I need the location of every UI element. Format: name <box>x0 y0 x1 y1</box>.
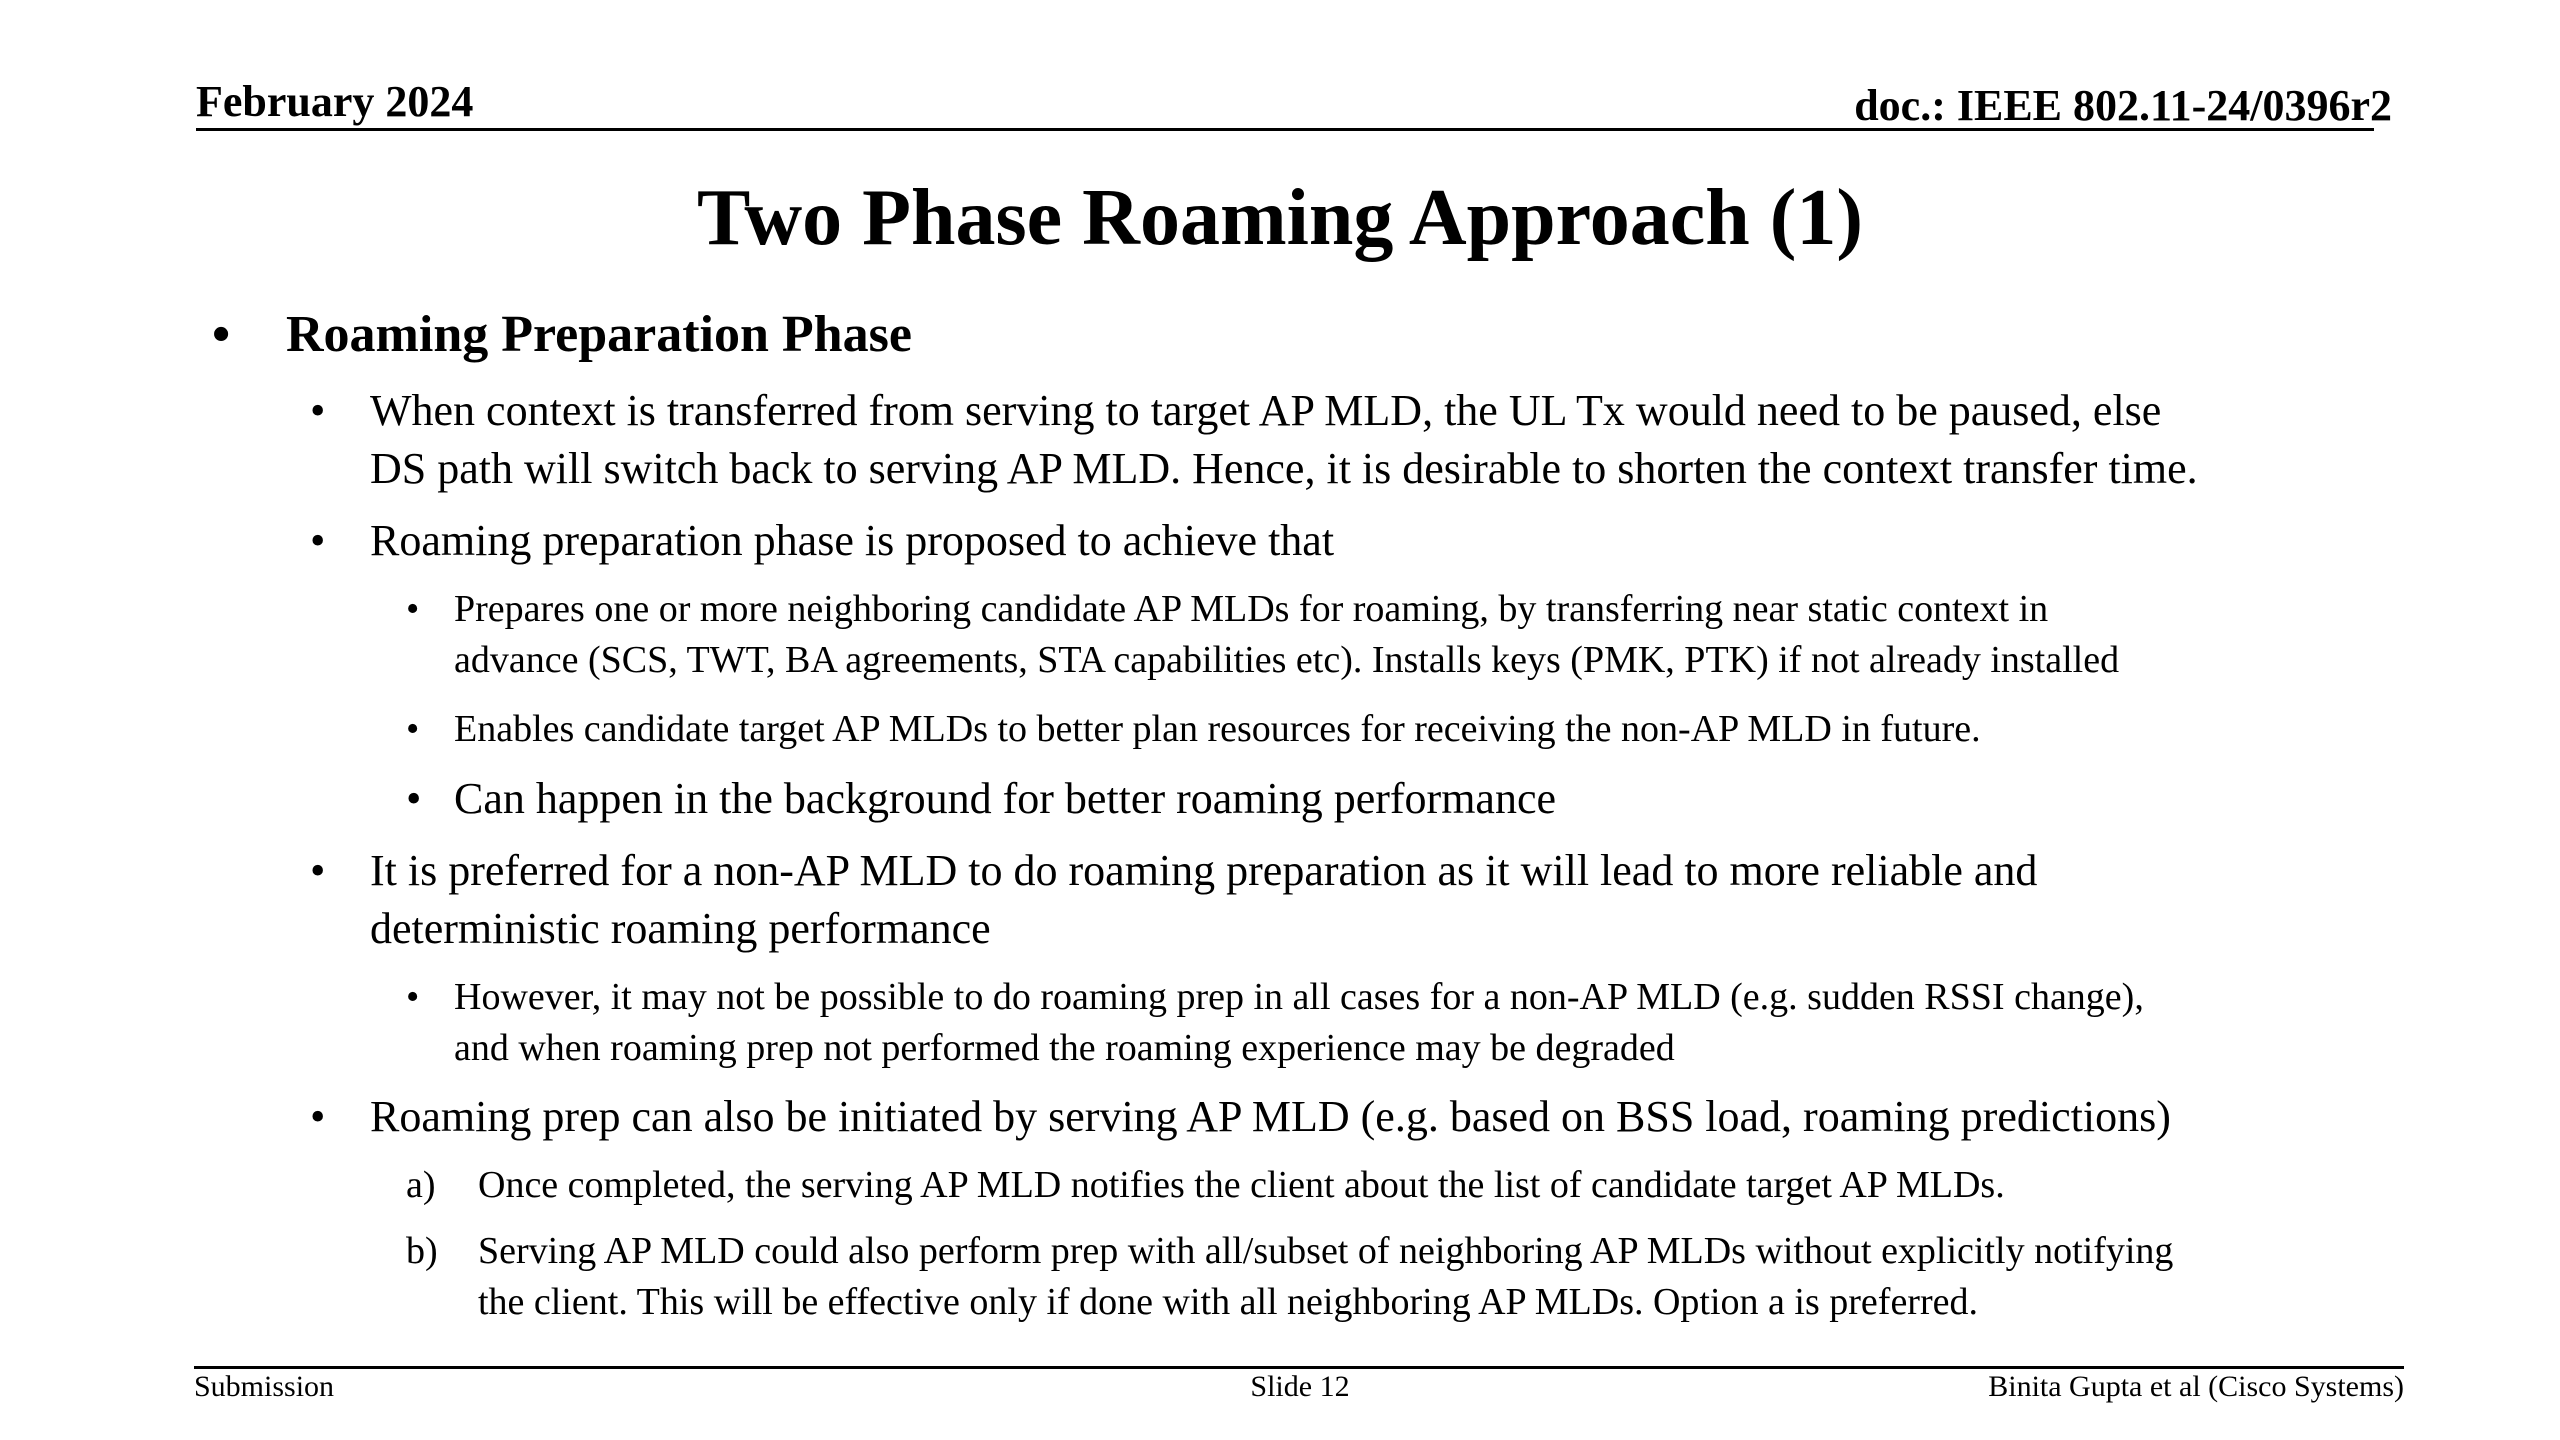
bullet-text-line-1: However, it may not be possible to do roaming prep in all cases for a non-AP MLD (e.g. sudden RSSI change), <box>454 976 2144 1018</box>
bullet-text-line-2: DS path will switch back to serving AP MLD. Hence, it is desirable to shorten the context transfer time. <box>370 444 2198 493</box>
bullet-marker: • <box>406 774 422 823</box>
footer-slide-number: Slide 12 <box>1250 1370 1350 1403</box>
bullet-text: Roaming preparation phase is proposed to achieve that <box>370 516 1335 565</box>
bullet-text-line-2: deterministic roaming performance <box>370 904 991 953</box>
item-text: Once completed, the serving AP MLD notifies the client about the list of candidate target AP MLDs. <box>478 1164 2005 1206</box>
slide-title: Two Phase Roaming Approach (1) <box>696 174 1863 262</box>
header-date: February 2024 <box>196 77 474 126</box>
bullet-text: Roaming Preparation Phase <box>286 306 912 363</box>
bullet-text-line-1: When context is transferred from serving to target AP MLD, the UL Tx would need to be paused, else <box>370 386 2162 435</box>
bullet-marker: • <box>310 386 326 435</box>
bullet-marker: • <box>406 976 420 1018</box>
item-marker-b: b) <box>406 1230 438 1272</box>
bullet-text-line-1: Prepares one or more neighboring candidate AP MLDs for roaming, by transferring near static context in <box>454 588 2049 630</box>
bullet-text: Enables candidate target AP MLDs to better plan resources for receiving the non-AP MLD in future. <box>454 708 1981 750</box>
bullet-marker: • <box>310 516 326 565</box>
bullet-text-line-2: and when roaming prep not performed the roaming experience may be degraded <box>454 1027 1675 1069</box>
bullet-text-line-1: It is preferred for a non-AP MLD to do roaming preparation as it will lead to more reliable and <box>370 846 2038 895</box>
bullet-marker: • <box>212 306 231 363</box>
footer-divider <box>194 1366 2404 1369</box>
bullet-marker: • <box>406 588 420 630</box>
item-text-line-1: Serving AP MLD could also perform prep with all/subset of neighboring AP MLDs without explicitly notifying <box>478 1230 2174 1272</box>
footer-authors: Binita Gupta et al (Cisco Systems) <box>1988 1370 2404 1403</box>
bullet-text: Can happen in the background for better roaming performance <box>454 774 1557 823</box>
item-marker-a: a) <box>406 1164 436 1206</box>
header-doc-id: doc.: IEEE 802.11-24/0396r2 <box>1854 81 2392 130</box>
footer-submission: Submission <box>194 1370 335 1403</box>
bullet-marker: • <box>310 846 326 895</box>
item-text-line-2: the client. This will be effective only if done with all neighboring AP MLDs. Option a is preferred. <box>478 1281 1978 1323</box>
bullet-marker: • <box>310 1092 326 1141</box>
bullet-text-line-2: advance (SCS, TWT, BA agreements, STA capabilities etc). Installs keys (PMK, PTK) if not already installed <box>454 639 2120 681</box>
bullet-text: Roaming prep can also be initiated by serving AP MLD (e.g. based on BSS load, roaming predictions) <box>370 1092 2171 1141</box>
bullet-marker: • <box>406 708 420 750</box>
